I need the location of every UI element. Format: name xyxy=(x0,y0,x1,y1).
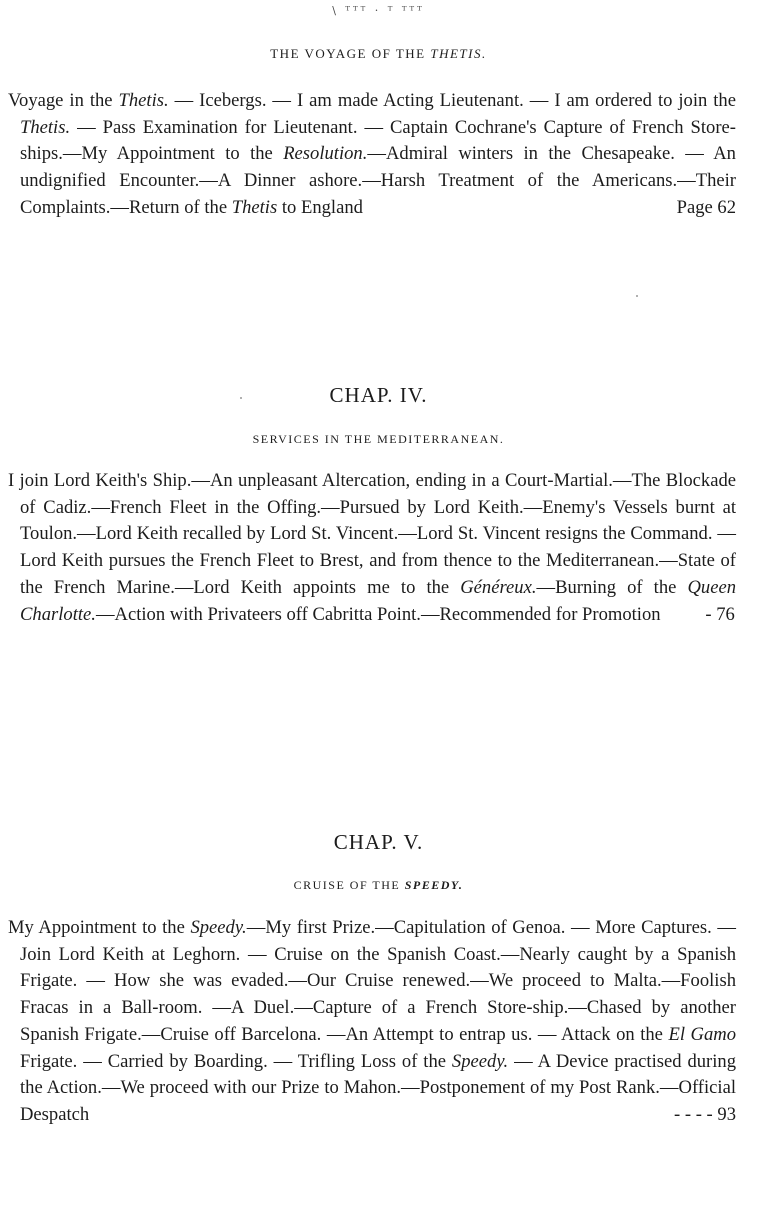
chapter-v-summary: My Appointment to the Speedy.—My first Prize.—Capitulation of Genoa. — More Captures. — Join Lord Keith at Leghorn. — Cruise on the Spanish Coast.—Nearly caught by a Spanish Frigate. — How she was evaded.—Our Cruise renewed.—We proceed to Malta.—Foolish Fracas in a Ball-room. —A Duel.—Capture of a French Store-ship.—Chased by another Spanish Frigate.—Cruise off Barcelona. —An Attempt to entrap us. — Attack on the El Gamo Frigate. — Carried by Boarding. — Trifling Loss of the Speedy. — A Device practised during the Action.—We proceed with our Prize to Mahon.—Postponement of my Post Rank.—Official Despatch - - - - 93 xyxy=(20,915,736,1129)
specks xyxy=(636,295,638,297)
chapter-iv-page: - 76 xyxy=(705,603,735,625)
chapter-iv-heading: CHAP. IV. xyxy=(329,383,428,407)
chapter-iii-page: Page 62 xyxy=(676,196,736,218)
chapter-iv-summary: I join Lord Keith's Ship.—An unpleasant Altercation, ending in a Court-Martial.—The Blockade of Cadiz.—French Fleet in the Offing.—Pursued by Lord Keith.—Enemy's Vessels burnt at Toulon.—Lord Keith recalled by Lord St. Vincent.—Lord St. Vincent resigns the Command. —Lord Keith pursues the French Fleet to Brest, and from thence to the Mediterranean.—State of the French Marine.—Lord Keith appoints me to the Généreux.—Burning of the Queen Charlotte.—Action with Privateers off Cabritta Point.—Recommended for Promotion - 76 xyxy=(20,468,736,628)
chapter-v-page: - - - - 93 xyxy=(674,1103,736,1125)
page-header-mark: \ ᵀᵀᵀ · ᵀ ᵀᵀᵀ xyxy=(332,4,425,17)
chapter-v-heading: CHAP. V. xyxy=(333,830,424,854)
chapter-v-subtitle: CRUISE OF THE SPEEDY. xyxy=(293,878,464,892)
chapter-iii-summary: Voyage in the Thetis. — Icebergs. — I am made Acting Lieutenant. — I am ordered to join the Thetis. — Pass Examination for Lieutenant. — Captain Cochrane's Capture of French Store-ships.—My Appointment to the Resolution.—Admiral winters in the Chesapeake. — An undignified Encounter.—A Dinner ashore.—Harsh Treatment of the Americans.—Their Complaints.—Return of the Thetis to England Page 62 xyxy=(20,88,736,222)
chapter-iii-subtitle: THE VOYAGE OF THE THETIS. xyxy=(270,46,487,61)
chapter-iv-subtitle: SERVICES IN THE MEDITERRANEAN. xyxy=(252,432,505,446)
